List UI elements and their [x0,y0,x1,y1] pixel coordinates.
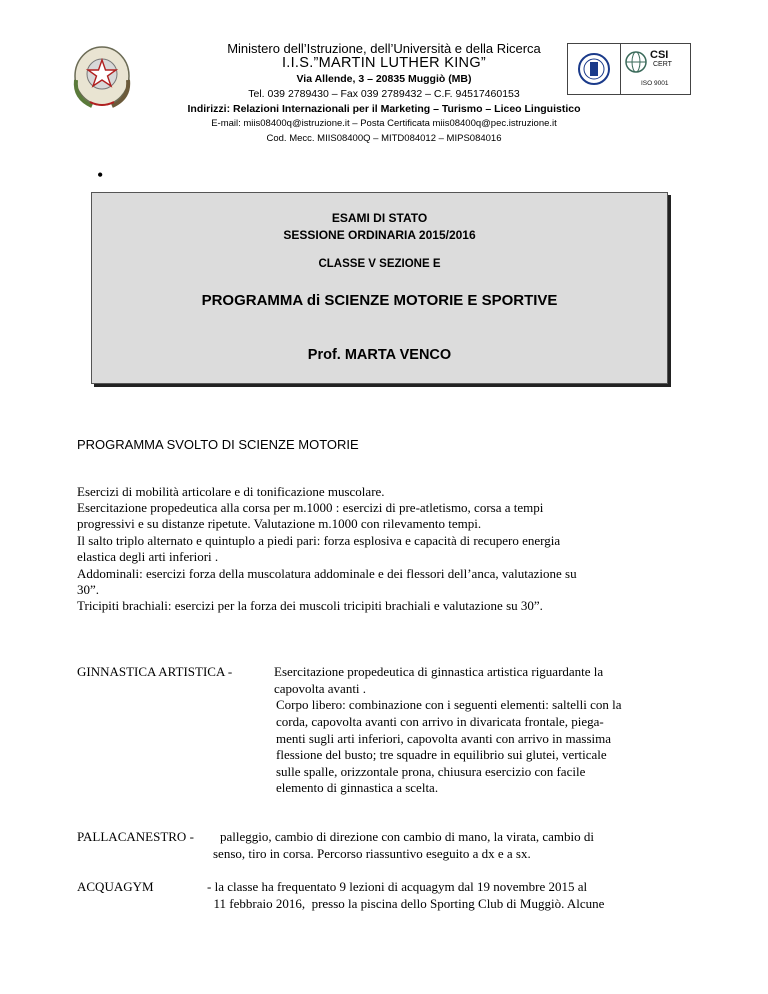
intro-line: Addominali: esercizi forza della muscolatura addominale e dei flessori dell’anca, valutazione su [77,566,577,581]
seal-icon [568,44,620,94]
title-box [91,192,668,384]
acquagym-label: ACQUAGYM [77,879,154,894]
intro-line: Il salto triplo alternato e quintuplo a piedi pari: forza esplosiva e capacità di recupero energia [77,533,561,548]
school-name: I.I.S.”MARTIN LUTHER KING” [281,55,487,71]
acquagym-line: - la classe ha frequentato 9 lezioni di acquagym dal 19 novembre 2015 al [207,879,588,894]
school-phone: Tel. 039 2789430 – Fax 039 2789432 – C.F. 94517460153 [248,88,520,100]
ginnastica-line: Esercitazione propedeutica di ginnastica artistica riguardante la [274,664,604,679]
ginnastica-line: sulle spalle, orizzontale prona, chiusura esercizio con facile [276,764,586,779]
ministry-name: Ministero dell’Istruzione, dell’Università e della Ricerca [227,41,541,56]
ginnastica-line: Corpo libero: combinazione con i seguenti elementi: saltelli con la [276,697,622,712]
intro-line: elastica degli arti inferiori . [77,549,219,564]
ginnastica-line: elemento di ginnastica a scelta. [276,780,439,795]
intro-line: Esercitazione propedeutica alla corsa per m.1000 : esercizi di pre-atletismo, corsa a tempi [77,500,544,515]
cert-sub: CERT [653,61,672,68]
cert-brand: CSI [650,49,669,61]
program-title: PROGRAMMA di SCIENZE MOTORIE E SPORTIVE [201,292,558,309]
school-addresses-courses: Indirizzi: Relazioni Internazionali per il Marketing – Turismo – Liceo Linguistico [187,103,581,115]
cert-iso: ISO 9001 [641,80,669,87]
section-title: PROGRAMMA SVOLTO DI SCIENZE MOTORIE [77,437,359,452]
acquagym-line: 11 febbraio 2016, presso la piscina dello Sporting Club di Muggiò. Alcune [207,896,605,911]
exam-session: SESSIONE ORDINARIA 2015/2016 [283,228,476,242]
intro-line: Tricipiti brachiali: esercizi per la forza dei muscoli tricipiti brachiali e valutazione su 30”. [77,598,543,613]
school-email: E-mail: miis08400q@istruzione.it – Posta Certificata miis08400q@pec.istruzione.it [211,118,557,129]
ginnastica-line: flessione del busto; tre squadre in equilibrio sui glutei, verticale [276,747,607,762]
pallacanestro-label: PALLACANESTRO - [77,829,194,844]
certification-logo [567,43,691,95]
intro-line: progressivi e su distanze ripetute. Valutazione m.1000 con rilevamento tempi. [77,516,482,531]
ginnastica-label: GINNASTICA ARTISTICA - [77,664,233,679]
pallacanestro-line: senso, tiro in corsa. Percorso riassuntivo eseguito a dx e a sx. [213,846,531,861]
ginnastica-line: capovolta avanti . [274,681,367,696]
certification-seal [568,44,621,94]
bullet-point: • [97,165,104,185]
csi-cert-mark [621,44,690,94]
school-codes: Cod. Mecc. MIIS08400Q – MITD084012 – MIPS084016 [266,133,502,144]
globe-icon [624,50,648,74]
intro-line: 30”. [77,582,100,597]
teacher-name: Prof. MARTA VENCO [307,347,452,363]
school-address: Via Allende, 3 – 20835 Muggiò (MB) [296,73,472,85]
ginnastica-line: menti sugli arti inferiori, capovolta avanti con arrivo in massima [276,731,612,746]
class-section: CLASSE V SEZIONE E [318,258,441,270]
exam-title: ESAMI DI STATO [331,211,428,225]
pallacanestro-line: palleggio, cambio di direzione con cambio di mano, la virata, cambio di [220,829,594,844]
ginnastica-line: corda, capovolta avanti con arrivo in divaricata frontale, piega- [276,714,604,729]
intro-line: Esercizi di mobilità articolare e di tonificazione muscolare. [77,484,385,499]
